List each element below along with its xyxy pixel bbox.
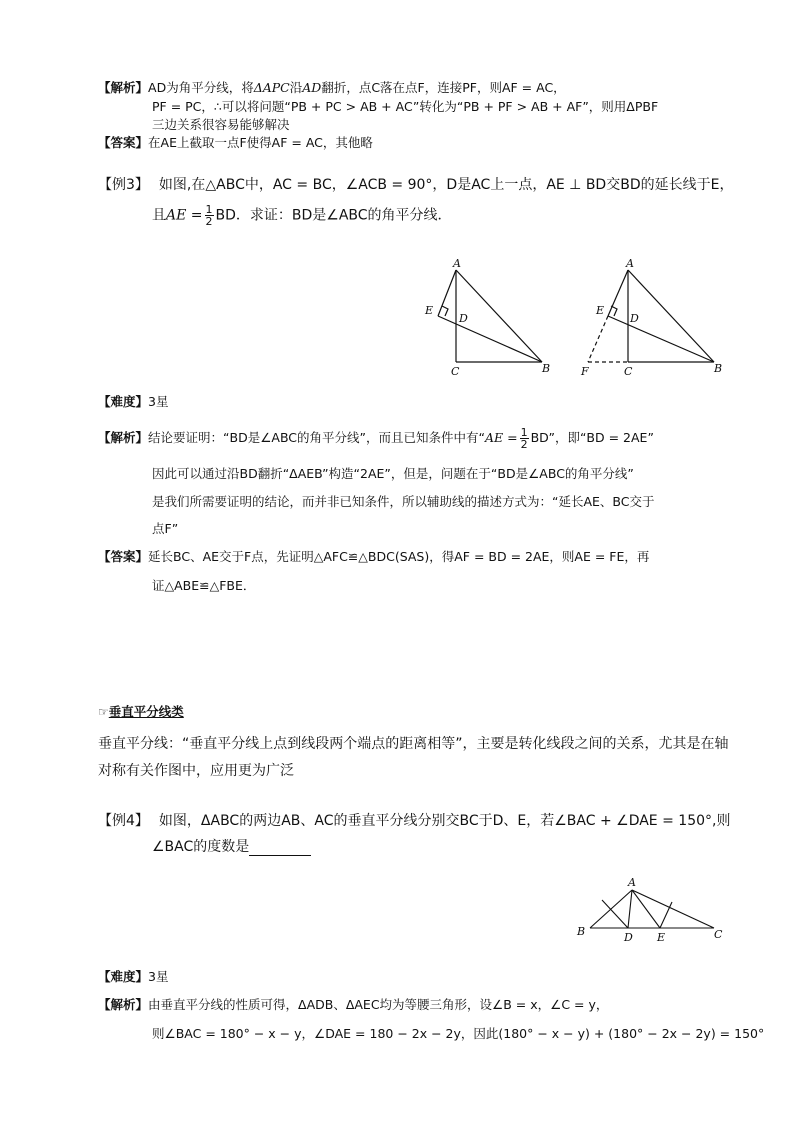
label-c: C [624, 365, 633, 378]
example-3-analysis-line-1 [98, 427, 654, 450]
section-intro-line-1: 垂直平分线：“垂直平分线上点到线段两个端点的距离相等”，主要是转化线段之间的关系，尤其是在轴 [98, 736, 729, 752]
figure-example-3-right [574, 254, 734, 379]
figure-example-3-left [418, 254, 558, 379]
difficulty-line [98, 392, 168, 410]
analysis-line-1 [98, 78, 566, 96]
section-title: 垂直平分线类 [108, 704, 184, 719]
text: ∠BAC的度数是 [152, 839, 250, 855]
triangle-apc: ΔAPC [253, 80, 290, 95]
fraction-one-half [520, 427, 529, 450]
text: AE = [166, 207, 203, 224]
text: 结论要证明：“BD是∠ABC的角平分线”，而且已知条件中有“ [148, 430, 485, 445]
analysis-tag: 【解析】 [98, 80, 149, 95]
analysis-text: AD为角平分线，将 [148, 80, 254, 95]
example-3-statement-line-1 [98, 174, 733, 194]
label-c: C [451, 365, 460, 378]
example-label: 【例3】 [98, 177, 149, 193]
example-4-analysis-line-2: 则∠BAC = 180° − x − y，∠DAE = 180 − 2x − 2y，因此(180° − x − y) + (180° − 2x − 2y) = 150° [152, 1026, 765, 1041]
answer-tag: 【答案】 [98, 135, 149, 150]
label-e: E [596, 304, 605, 317]
example-3-statement-line-2 [152, 204, 452, 227]
example-4-analysis-line-1 [98, 995, 608, 1013]
label-b: B [714, 362, 723, 375]
example-3-answer-line-1 [98, 547, 649, 565]
label-d: D [630, 312, 639, 325]
label-a: A [453, 257, 461, 270]
text: 且 [152, 207, 166, 224]
analysis-text: 由垂直平分线的性质可得，ΔADB、ΔAEC均为等腰三角形，设∠B = x，∠C = y， [148, 997, 609, 1012]
example-4-statement-line-2 [152, 836, 311, 856]
example-3-analysis-line-2: 因此可以通过沿BD翻折“ΔAEB”构造“2AE”，但是，问题在于“BD是∠ABC的角平分线” [152, 466, 634, 481]
label-e: E [425, 304, 434, 317]
example-label: 【例4】 [98, 813, 149, 829]
answer-line [98, 133, 373, 151]
text: BD”，即“BD = 2AE” [530, 430, 654, 445]
difficulty-value: 3星 [148, 394, 169, 409]
difficulty-line [98, 967, 168, 985]
example-3-analysis-line-4: 点F” [152, 521, 179, 536]
example-3-text: 如图,在△ABC中，AC = BC，∠ACB = 90°，D是AC上一点，AE ⊥ BD交BD的延长线于E， [158, 177, 734, 193]
difficulty-tag: 【难度】 [98, 394, 149, 409]
label-d: D [624, 931, 633, 944]
segment-ad: AD [302, 80, 322, 95]
analysis-line-3: 三边关系很容易能够解决 [152, 117, 290, 132]
label-e: E [657, 931, 666, 944]
fraction-denominator: 2 [205, 215, 213, 228]
text: BD．求证：BD是∠ABC的角平分线． [215, 207, 452, 224]
section-intro-line-2: 对称有关作图中，应用更为广泛 [98, 763, 294, 779]
analysis-line-2: PF = PC，∴可以将问题“PB + PC > AB + AC”转化为“PB + PF > AB + AF”，则用ΔPBF [152, 99, 659, 114]
answer-text: 在AE上截取一点F使得AF = AC，其他略 [148, 135, 373, 150]
section-heading [98, 701, 184, 720]
answer-blank [249, 841, 311, 856]
label-b: B [542, 362, 551, 375]
figure-example-4 [572, 872, 732, 944]
label-d: D [459, 312, 468, 325]
answer-text: 延长BC、AE交于F点，先证明△AFC≌△BDC(SAS)，得AF = BD = 2AE，则AE = FE，再 [148, 549, 650, 564]
example-4-statement-line-1 [98, 810, 730, 830]
pointing-hand-icon: ☞ [98, 705, 109, 719]
difficulty-tag: 【难度】 [98, 969, 149, 984]
label-c: C [714, 928, 723, 941]
analysis-tag: 【解析】 [98, 430, 149, 445]
label-a: A [626, 257, 634, 270]
analysis-text: 沿 [289, 80, 303, 95]
analysis-tag: 【解析】 [98, 997, 149, 1012]
example-4-text: 如图，ΔABC的两边AB、AC的垂直平分线分别交BC于D、E，若∠BAC + ∠DAE = 150°,则 [158, 813, 731, 829]
example-3-answer-line-2: 证△ABE≌△FBE． [152, 578, 256, 593]
fraction-numerator: 1 [520, 426, 528, 439]
fraction-one-half [205, 204, 214, 227]
fraction-denominator: 2 [520, 438, 528, 451]
example-3-analysis-line-3: 是我们所需要证明的结论，而并非已知条件，所以辅助线的描述方式为：“延长AE、BC交于 [152, 494, 655, 509]
fraction-numerator: 1 [205, 203, 213, 216]
label-f: F [581, 365, 589, 378]
label-a: A [628, 876, 636, 889]
answer-tag: 【答案】 [98, 549, 149, 564]
label-b: B [577, 925, 586, 938]
analysis-text: 翻折，点C落在点F，连接PF，则AF = AC， [321, 80, 566, 95]
difficulty-value: 3星 [148, 969, 169, 984]
text: AE = [485, 430, 518, 445]
